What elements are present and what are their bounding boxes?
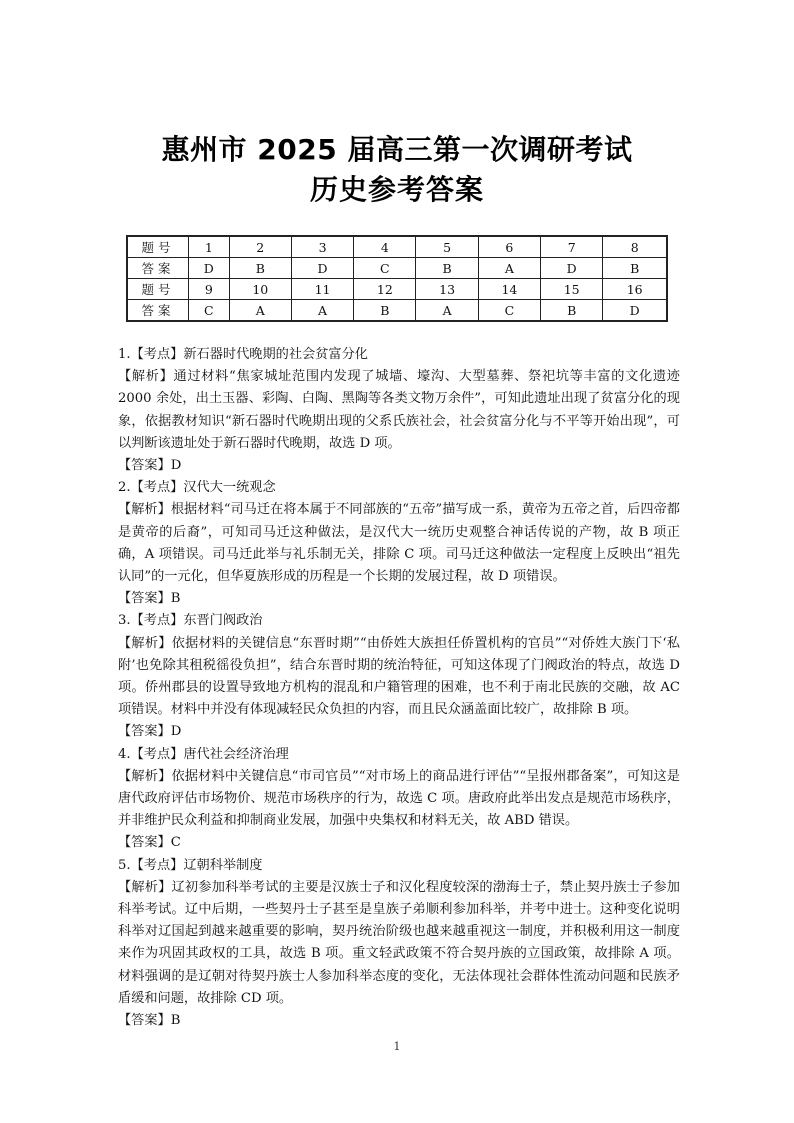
answer-text: 【答案】C xyxy=(118,835,181,851)
table-cell: 11 xyxy=(291,279,353,300)
analysis-text: 【解析】依据材料中关键信息“市司官员”“对市场上的商品进行评估”“呈报州郡备案”，可知这是唐代政府评估市场物价、规范市场秩序的行为，故选 C 项。唐政府此举出发点是规范市场秩序，并非维护民众利益和抑制商业发展，加强中央集权和材料无关，故 ABD 错误。 xyxy=(118,768,680,829)
explanations xyxy=(118,344,680,1032)
table-cell: C xyxy=(189,300,230,322)
page-number: 1 xyxy=(393,1040,401,1053)
table-cell: D xyxy=(291,258,353,279)
analysis-text: 【解析】辽初参加科举考试的主要是汉族士子和汉化程度较深的渤海士子，禁止契丹族士子参加科举考试。辽中后期，一些契丹士子甚至是皇族子弟顺利参加科举，并考中进士。这种变化说明科举对辽国起到越来越重要的影响，契丹统治阶级也越来越重视这一制度，并积极利用这一制度来作为巩固其政权的工具，故选 B 项。重文轻武政策不符合契丹族的立国政策，故排除 A 项。材料强调的是辽朝对待契丹族士人参加科举态度的变化，无法体现社会群体性流动问题和民族矛盾缓和问题，故排除 CD 项。 xyxy=(118,879,680,1006)
topic-heading: 4.【考点】唐代社会经济治理 xyxy=(118,746,289,762)
answer-text: 【答案】D xyxy=(118,458,182,474)
question-2-explanation xyxy=(118,477,680,610)
table-cell: 14 xyxy=(478,279,540,300)
analysis-text: 【解析】根据材料“司马迁在将本属于不同部族的“五帝”描写成一系，黄帝为五帝之首，后四帝都是黄帝的后裔”，可知司马迁这种做法，是汉代大一统历史观整合神话传说的产物，故 B 项正确，A 项错误。司马迁此举与礼乐制无关，排除 C 项。司马迁这种做法一定程度上反映出“祖先认同”的一元化，但华夏族形成的历程是一个长期的发展过程，故 D 项错误。 xyxy=(118,502,680,585)
row-header: 答案 xyxy=(127,258,189,279)
table-cell: 1 xyxy=(189,236,230,258)
table-cell: 4 xyxy=(354,236,416,258)
table-cell: 8 xyxy=(603,236,667,258)
table-cell: 12 xyxy=(354,279,416,300)
table-cell: B xyxy=(541,300,603,322)
answer-text: 【答案】D xyxy=(118,724,182,740)
document-subtitle: 历史参考答案 xyxy=(309,173,484,206)
table-cell: B xyxy=(416,258,478,279)
table-cell: B xyxy=(603,258,667,279)
question-1-explanation xyxy=(118,344,680,477)
table-cell: 15 xyxy=(541,279,603,300)
table-row-answers-1 xyxy=(127,258,667,279)
analysis-text: 【解析】依据材料的关键信息“东晋时期”“由侨姓大族担任侨置机构的官员”“对侨姓大族门下‘私附’也免除其租税徭役负担”，结合东晋时期的统治特征，可知这体现了门阀政治的特点，故选 D 项。侨州郡县的设置导致地方机构的混乱和户籍管理的困难，也不利于南北民族的交融，故 AC 项错误。材料中并没有体现减轻民众负担的内容，而且民众涵盖面比较广，故排除 B 项。 xyxy=(118,635,680,718)
table-cell: B xyxy=(229,258,291,279)
answer-key-table xyxy=(126,235,668,322)
question-5-explanation xyxy=(118,855,680,1033)
table-cell: 10 xyxy=(229,279,291,300)
row-header: 题号 xyxy=(127,236,189,258)
table-cell: 7 xyxy=(541,236,603,258)
table-row-answers-2 xyxy=(127,300,667,322)
table-cell: D xyxy=(189,258,230,279)
topic-heading: 5.【考点】辽朝科举制度 xyxy=(118,857,263,873)
topic-heading: 2.【考点】汉代大一统观念 xyxy=(118,480,276,496)
table-cell: 9 xyxy=(189,279,230,300)
table-cell: A xyxy=(478,258,540,279)
topic-heading: 3.【考点】东晋门阀政治 xyxy=(118,613,263,629)
table-cell: 16 xyxy=(603,279,667,300)
row-header: 题号 xyxy=(127,279,189,300)
table-cell: 2 xyxy=(229,236,291,258)
document-title: 惠州市 2025 届高三第一次调研考试 xyxy=(161,133,633,166)
table-cell: 5 xyxy=(416,236,478,258)
table-row-question-numbers-2 xyxy=(127,279,667,300)
row-header: 答案 xyxy=(127,300,189,322)
table-cell: 3 xyxy=(291,236,353,258)
topic-heading: 1.【考点】新石器时代晚期的社会贫富分化 xyxy=(118,347,368,362)
question-4-explanation xyxy=(118,744,680,855)
question-3-explanation xyxy=(118,610,680,743)
table-cell: A xyxy=(291,300,353,322)
answer-text: 【答案】B xyxy=(118,591,181,607)
table-cell: B xyxy=(354,300,416,322)
table-cell: C xyxy=(478,300,540,322)
table-cell: C xyxy=(354,258,416,279)
table-cell: 6 xyxy=(478,236,540,258)
analysis-text: 【解析】通过材料“焦家城址范围内发现了城墙、壕沟、大型墓葬、祭祀坑等丰富的文化遗迹 2000 余处，出土玉器、彩陶、白陶、黑陶等各类文物万余件”，可知此遗址出现了贫富分化的现象，依据教材知识“新石器时代晚期出现的父系氏族社会，社会贫富分化与不平等开始出现”，可以判断该遗址处于新石器时代晚期，故选 D 项。 xyxy=(118,369,680,451)
table-cell: A xyxy=(416,300,478,322)
table-cell: D xyxy=(541,258,603,279)
table-cell: D xyxy=(603,300,667,322)
answer-text: 【答案】B xyxy=(118,1013,181,1029)
table-row-question-numbers-1 xyxy=(127,236,667,258)
table-cell: A xyxy=(229,300,291,322)
table-cell: 13 xyxy=(416,279,478,300)
